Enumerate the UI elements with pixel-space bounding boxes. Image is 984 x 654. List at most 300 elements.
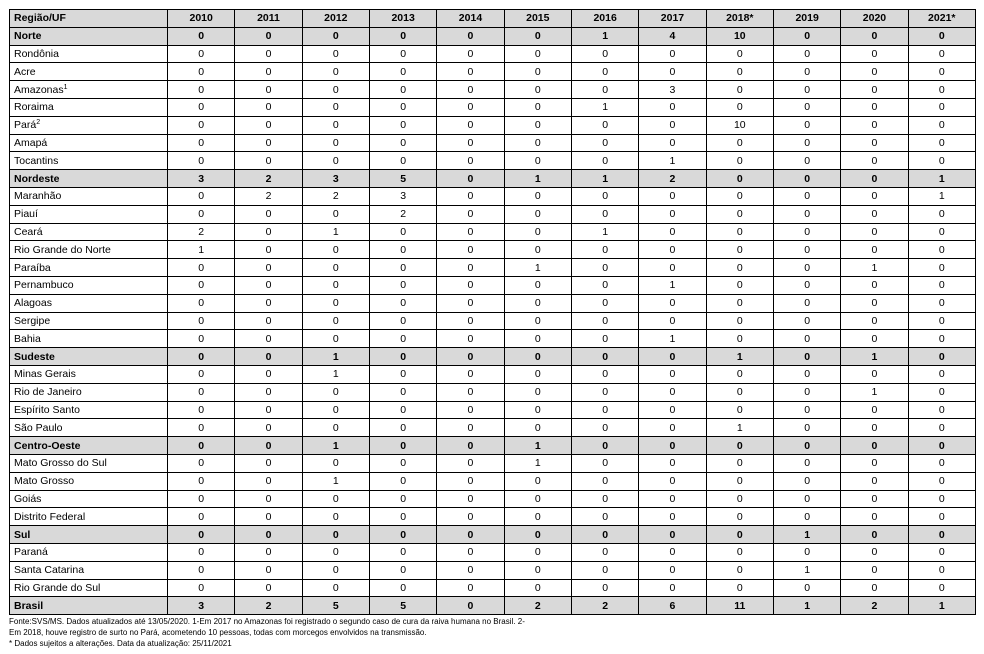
value-cell: 0	[841, 63, 908, 81]
value-cell: 0	[773, 152, 840, 170]
total-row	[10, 597, 976, 615]
row-name: Goiás	[14, 492, 42, 505]
value-cell: 3	[369, 187, 436, 205]
value-cell: 0	[773, 401, 840, 419]
value-cell: 0	[706, 98, 773, 116]
value-cell: 0	[706, 259, 773, 277]
table-body	[10, 27, 976, 614]
value-cell: 0	[369, 454, 436, 472]
value-cell: 0	[235, 508, 302, 526]
value-cell: 0	[235, 543, 302, 561]
row-name: Pernambuco	[14, 279, 74, 292]
value-cell: 0	[773, 543, 840, 561]
value-cell: 0	[504, 472, 571, 490]
value-cell: 0	[302, 401, 369, 419]
value-cell: 0	[504, 63, 571, 81]
value-cell: 0	[571, 312, 638, 330]
region-row	[10, 170, 976, 188]
value-cell: 2	[639, 170, 706, 188]
value-cell: 0	[437, 259, 504, 277]
value-cell: 3	[639, 81, 706, 99]
value-cell: 0	[773, 276, 840, 294]
value-cell: 0	[706, 134, 773, 152]
value-cell: 0	[235, 383, 302, 401]
value-cell: 0	[908, 454, 975, 472]
value-cell: 0	[504, 241, 571, 259]
value-cell: 0	[706, 561, 773, 579]
row-name-cell	[10, 597, 168, 615]
value-cell: 0	[639, 348, 706, 366]
value-cell: 1	[571, 170, 638, 188]
value-cell: 0	[437, 152, 504, 170]
value-cell: 0	[571, 330, 638, 348]
value-cell: 0	[504, 27, 571, 45]
row-name-cell	[10, 81, 168, 99]
value-cell: 3	[168, 170, 235, 188]
value-cell: 0	[639, 205, 706, 223]
value-cell: 1	[504, 437, 571, 455]
state-row	[10, 365, 976, 383]
value-cell: 0	[639, 561, 706, 579]
row-name: Ceará	[14, 225, 43, 238]
value-cell: 0	[706, 437, 773, 455]
footnote-marker: 2	[36, 119, 41, 127]
value-cell: 0	[773, 187, 840, 205]
value-cell: 0	[168, 312, 235, 330]
value-cell: 0	[369, 63, 436, 81]
state-row	[10, 490, 976, 508]
value-cell: 0	[841, 526, 908, 544]
value-cell: 1	[908, 170, 975, 188]
row-name-cell	[10, 187, 168, 205]
row-name: Piauí	[14, 208, 38, 221]
row-name-cell	[10, 223, 168, 241]
row-name-cell	[10, 205, 168, 223]
header-year: 2017	[639, 10, 706, 28]
value-cell: 0	[841, 276, 908, 294]
value-cell: 0	[437, 472, 504, 490]
value-cell: 0	[369, 383, 436, 401]
value-cell: 0	[504, 401, 571, 419]
row-name: Mato Grosso do Sul	[14, 457, 107, 470]
row-name: Norte	[14, 30, 42, 43]
value-cell: 5	[302, 597, 369, 615]
value-cell: 0	[504, 419, 571, 437]
value-cell: 0	[369, 543, 436, 561]
row-name: Santa Catarina	[14, 564, 85, 577]
value-cell: 0	[302, 63, 369, 81]
state-row	[10, 579, 976, 597]
header-year: 2011	[235, 10, 302, 28]
value-cell: 0	[908, 276, 975, 294]
row-name: Distrito Federal	[14, 510, 86, 523]
value-cell: 0	[841, 223, 908, 241]
value-cell: 0	[773, 365, 840, 383]
row-name: Maranhão	[14, 190, 62, 203]
state-row	[10, 81, 976, 99]
row-name: Alagoas	[14, 297, 52, 310]
value-cell: 0	[504, 294, 571, 312]
value-cell: 0	[168, 543, 235, 561]
header-year: 2018*	[706, 10, 773, 28]
value-cell: 0	[302, 81, 369, 99]
value-cell: 0	[841, 419, 908, 437]
value-cell: 0	[302, 45, 369, 63]
state-row	[10, 330, 976, 348]
value-cell: 0	[168, 508, 235, 526]
value-cell: 0	[437, 490, 504, 508]
value-cell: 0	[168, 330, 235, 348]
value-cell: 0	[168, 187, 235, 205]
value-cell: 0	[908, 348, 975, 366]
value-cell: 0	[302, 241, 369, 259]
value-cell: 0	[706, 187, 773, 205]
document-page	[9, 9, 975, 649]
value-cell: 0	[302, 152, 369, 170]
value-cell: 0	[841, 170, 908, 188]
value-cell: 10	[706, 27, 773, 45]
value-cell: 0	[639, 98, 706, 116]
value-cell: 0	[302, 312, 369, 330]
value-cell: 1	[302, 223, 369, 241]
value-cell: 0	[369, 223, 436, 241]
value-cell: 0	[773, 419, 840, 437]
value-cell: 0	[841, 508, 908, 526]
value-cell: 0	[235, 63, 302, 81]
state-row	[10, 259, 976, 277]
header-region-uf: Região/UF	[10, 10, 168, 28]
row-name: Rondônia	[14, 47, 59, 60]
value-cell: 1	[302, 472, 369, 490]
value-cell: 0	[706, 170, 773, 188]
state-row	[10, 294, 976, 312]
value-cell: 0	[235, 437, 302, 455]
value-cell: 0	[235, 454, 302, 472]
row-name-cell	[10, 561, 168, 579]
value-cell: 0	[908, 45, 975, 63]
value-cell: 0	[302, 276, 369, 294]
value-cell: 1	[571, 98, 638, 116]
value-cell: 0	[706, 223, 773, 241]
value-cell: 0	[908, 561, 975, 579]
region-row	[10, 437, 976, 455]
value-cell: 0	[639, 312, 706, 330]
value-cell: 0	[773, 437, 840, 455]
value-cell: 0	[437, 419, 504, 437]
row-name: Sul	[14, 528, 31, 541]
value-cell: 0	[773, 45, 840, 63]
row-name-cell	[10, 365, 168, 383]
value-cell: 0	[168, 401, 235, 419]
value-cell: 0	[437, 276, 504, 294]
value-cell: 0	[841, 312, 908, 330]
value-cell: 0	[908, 63, 975, 81]
value-cell: 0	[235, 561, 302, 579]
value-cell: 0	[437, 187, 504, 205]
value-cell: 0	[504, 134, 571, 152]
value-cell: 0	[908, 330, 975, 348]
value-cell: 0	[504, 223, 571, 241]
row-name-cell	[10, 419, 168, 437]
value-cell: 0	[773, 223, 840, 241]
value-cell: 0	[235, 579, 302, 597]
value-cell: 0	[168, 116, 235, 134]
value-cell: 0	[639, 223, 706, 241]
value-cell: 0	[571, 187, 638, 205]
state-row	[10, 98, 976, 116]
value-cell: 0	[235, 490, 302, 508]
value-cell: 0	[168, 98, 235, 116]
value-cell: 0	[571, 561, 638, 579]
row-name-cell	[10, 152, 168, 170]
row-name-cell	[10, 170, 168, 188]
value-cell: 0	[571, 116, 638, 134]
header-year: 2016	[571, 10, 638, 28]
row-name-cell	[10, 276, 168, 294]
value-cell: 0	[571, 508, 638, 526]
value-cell: 0	[235, 152, 302, 170]
value-cell: 0	[437, 383, 504, 401]
value-cell: 0	[773, 205, 840, 223]
value-cell: 0	[369, 152, 436, 170]
footnote-outbreak: Em 2018, houve registro de surto no Pará, acometendo 10 pessoas, todas com morcegos envolvidos na transmissão.	[9, 628, 427, 638]
value-cell: 0	[571, 81, 638, 99]
value-cell: 1	[302, 348, 369, 366]
value-cell: 0	[302, 259, 369, 277]
value-cell: 0	[706, 526, 773, 544]
value-cell: 0	[504, 543, 571, 561]
state-row	[10, 472, 976, 490]
value-cell: 0	[908, 223, 975, 241]
state-row	[10, 241, 976, 259]
value-cell: 0	[908, 134, 975, 152]
value-cell: 0	[235, 27, 302, 45]
value-cell: 0	[168, 27, 235, 45]
value-cell: 0	[168, 383, 235, 401]
value-cell: 0	[841, 45, 908, 63]
row-name: Amapá	[14, 136, 48, 149]
value-cell: 0	[773, 383, 840, 401]
value-cell: 2	[841, 597, 908, 615]
footnote-source: Fonte:SVS/MS. Dados atualizados até 13/05/2020. 1-Em 2017 no Amazonas foi registrado o segundo caso de cura da raiva humana no Brasil. 2-	[9, 617, 525, 627]
value-cell: 0	[773, 241, 840, 259]
value-cell: 0	[235, 81, 302, 99]
value-cell: 0	[706, 152, 773, 170]
row-name-cell	[10, 330, 168, 348]
value-cell: 0	[841, 543, 908, 561]
value-cell: 0	[773, 330, 840, 348]
value-cell: 0	[706, 383, 773, 401]
value-cell: 0	[908, 579, 975, 597]
value-cell: 0	[773, 81, 840, 99]
value-cell: 0	[437, 508, 504, 526]
state-row	[10, 223, 976, 241]
value-cell: 1	[302, 365, 369, 383]
value-cell: 1	[504, 170, 571, 188]
value-cell: 0	[437, 294, 504, 312]
header-year: 2012	[302, 10, 369, 28]
value-cell: 0	[504, 508, 571, 526]
row-name: Amazonas	[14, 83, 64, 96]
row-name: Mato Grosso	[14, 475, 75, 488]
value-cell: 0	[302, 543, 369, 561]
value-cell: 1	[302, 437, 369, 455]
value-cell: 0	[437, 205, 504, 223]
value-cell: 5	[369, 597, 436, 615]
value-cell: 0	[168, 276, 235, 294]
state-row	[10, 401, 976, 419]
value-cell: 0	[908, 508, 975, 526]
value-cell: 0	[369, 579, 436, 597]
row-name: Roraima	[14, 101, 54, 114]
value-cell: 0	[504, 205, 571, 223]
value-cell: 0	[437, 561, 504, 579]
value-cell: 0	[302, 561, 369, 579]
state-row	[10, 63, 976, 81]
header-year: 2014	[437, 10, 504, 28]
row-name-cell	[10, 63, 168, 81]
value-cell: 0	[504, 187, 571, 205]
value-cell: 0	[773, 348, 840, 366]
value-cell: 0	[437, 223, 504, 241]
value-cell: 0	[706, 276, 773, 294]
value-cell: 0	[437, 454, 504, 472]
value-cell: 1	[639, 276, 706, 294]
value-cell: 0	[437, 45, 504, 63]
value-cell: 0	[639, 454, 706, 472]
state-row	[10, 116, 976, 134]
value-cell: 0	[841, 187, 908, 205]
value-cell: 0	[639, 294, 706, 312]
row-name: Minas Gerais	[14, 368, 76, 381]
row-name-cell	[10, 437, 168, 455]
value-cell: 0	[369, 472, 436, 490]
value-cell: 0	[168, 294, 235, 312]
value-cell: 0	[369, 490, 436, 508]
value-cell: 0	[235, 294, 302, 312]
value-cell: 0	[639, 526, 706, 544]
value-cell: 0	[773, 472, 840, 490]
value-cell: 0	[235, 419, 302, 437]
row-name: Rio Grande do Sul	[14, 581, 101, 594]
value-cell: 3	[302, 170, 369, 188]
value-cell: 4	[639, 27, 706, 45]
value-cell: 0	[235, 312, 302, 330]
value-cell: 0	[571, 454, 638, 472]
row-name: Acre	[14, 65, 36, 78]
value-cell: 0	[571, 45, 638, 63]
value-cell: 0	[369, 45, 436, 63]
value-cell: 1	[841, 348, 908, 366]
row-name-cell	[10, 383, 168, 401]
value-cell: 0	[706, 45, 773, 63]
row-name: São Paulo	[14, 421, 63, 434]
value-cell: 1	[706, 419, 773, 437]
value-cell: 0	[571, 543, 638, 561]
value-cell: 0	[908, 81, 975, 99]
state-row	[10, 205, 976, 223]
value-cell: 0	[841, 81, 908, 99]
value-cell: 0	[369, 330, 436, 348]
row-name-cell	[10, 241, 168, 259]
header-year: 2010	[168, 10, 235, 28]
value-cell: 0	[639, 365, 706, 383]
value-cell: 6	[639, 597, 706, 615]
value-cell: 0	[908, 383, 975, 401]
value-cell: 0	[908, 365, 975, 383]
value-cell: 0	[706, 543, 773, 561]
value-cell: 0	[571, 526, 638, 544]
value-cell: 0	[302, 383, 369, 401]
value-cell: 0	[168, 205, 235, 223]
row-name: Paraná	[14, 546, 48, 559]
value-cell: 0	[437, 348, 504, 366]
value-cell: 1	[841, 383, 908, 401]
value-cell: 0	[706, 294, 773, 312]
value-cell: 0	[437, 312, 504, 330]
value-cell: 1	[639, 330, 706, 348]
value-cell: 0	[369, 419, 436, 437]
value-cell: 0	[773, 170, 840, 188]
value-cell: 0	[706, 579, 773, 597]
value-cell: 0	[841, 116, 908, 134]
value-cell: 0	[168, 490, 235, 508]
row-name: Nordeste	[14, 172, 60, 185]
value-cell: 0	[235, 330, 302, 348]
value-cell: 0	[773, 63, 840, 81]
table-header	[10, 10, 976, 28]
value-cell: 0	[841, 490, 908, 508]
value-cell: 0	[908, 312, 975, 330]
row-name: Espírito Santo	[14, 403, 80, 416]
value-cell: 0	[168, 63, 235, 81]
value-cell: 0	[235, 401, 302, 419]
value-cell: 0	[706, 63, 773, 81]
value-cell: 0	[841, 472, 908, 490]
row-name: Rio de Janeiro	[14, 386, 82, 399]
state-row	[10, 419, 976, 437]
value-cell: 1	[571, 223, 638, 241]
value-cell: 1	[504, 259, 571, 277]
value-cell: 0	[571, 134, 638, 152]
value-cell: 0	[168, 526, 235, 544]
value-cell: 0	[773, 490, 840, 508]
value-cell: 0	[504, 152, 571, 170]
value-cell: 0	[639, 63, 706, 81]
row-name-cell	[10, 294, 168, 312]
value-cell: 0	[639, 241, 706, 259]
value-cell: 0	[908, 27, 975, 45]
value-cell: 0	[437, 401, 504, 419]
value-cell: 0	[302, 419, 369, 437]
value-cell: 0	[908, 205, 975, 223]
value-cell: 0	[437, 579, 504, 597]
value-cell: 0	[773, 294, 840, 312]
value-cell: 2	[235, 597, 302, 615]
row-name: Rio Grande do Norte	[14, 243, 111, 256]
value-cell: 0	[639, 401, 706, 419]
value-cell: 0	[437, 526, 504, 544]
value-cell: 0	[369, 526, 436, 544]
state-row	[10, 383, 976, 401]
value-cell: 0	[908, 259, 975, 277]
value-cell: 0	[841, 561, 908, 579]
value-cell: 0	[908, 419, 975, 437]
value-cell: 0	[571, 294, 638, 312]
state-row	[10, 187, 976, 205]
value-cell: 0	[369, 134, 436, 152]
value-cell: 0	[841, 134, 908, 152]
